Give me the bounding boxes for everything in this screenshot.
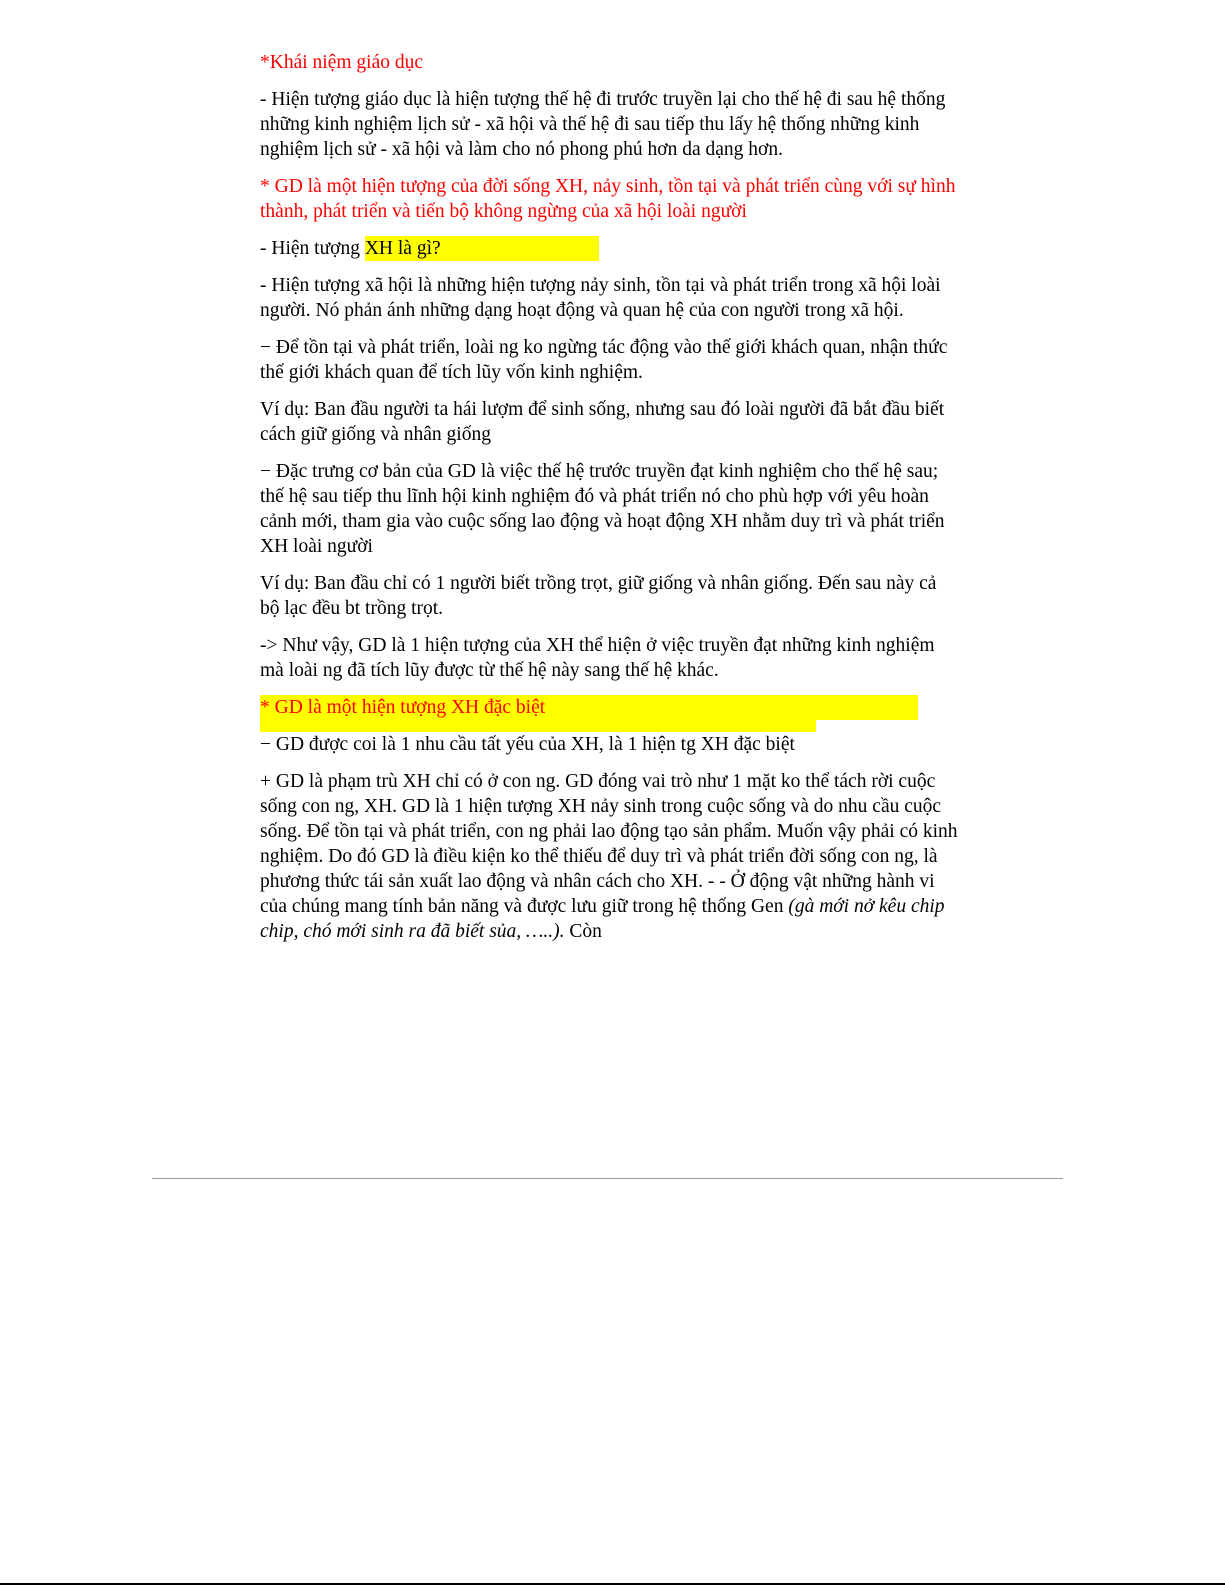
question-line bbox=[260, 236, 960, 261]
paragraph-category-italic: (gà mới nở kêu chip chip, chó mới sinh ra đã biết sủa, …..). bbox=[260, 896, 945, 942]
paragraph-category-tail: Còn bbox=[564, 921, 602, 942]
document-body bbox=[260, 50, 960, 956]
paragraph-example-2: Ví dụ: Ban đầu chỉ có 1 người biết trồng trọt, giữ giống và nhân giống. Đến sau này cả bộ lạc đều bt trồng trọt. bbox=[260, 573, 937, 619]
paragraph-category bbox=[260, 769, 960, 944]
red-statement-2 bbox=[260, 695, 960, 720]
red-statement-1: * GD là một hiện tượng của đời sống XH, nảy sinh, tồn tại và phát triển cùng với sự hình thành, phát triển và tiến bộ không ngừng của xã hội loài người bbox=[260, 176, 956, 222]
paragraph-example-1: Ví dụ: Ban đầu người ta hái lượm để sinh sống, nhưng sau đó loài người đã bắt đầu biết cách giữ giống và nhân giống bbox=[260, 399, 945, 445]
paragraph-characteristic: − Đặc trưng cơ bản của GD là việc thế hệ trước truyền đạt kinh nghiệm cho thế hệ sau; thế hệ sau tiếp thu lĩnh hội kinh nghiệm đó và phát triển nó cho phù hợp với yêu hoàn cảnh mới, tham gia vào cuộc sống lao động và hoạt động XH nhằm duy trì và phát triển XH loài người bbox=[260, 461, 945, 557]
question-prefix: - Hiện tượng bbox=[260, 238, 365, 259]
paragraph-definition: - Hiện tượng giáo dục là hiện tượng thế hệ đi trước truyền lại cho thế hệ đi sau hệ thống những kinh nghiệm lịch sử - xã hội và thế hệ đi sau tiếp thu lấy hệ thống những kinh nghiệm lịch sử - xã hội và làm cho nó phong phú hơn da dạng hơn. bbox=[260, 89, 946, 160]
paragraph-social-phenomenon: - Hiện tượng xã hội là những hiện tượng nảy sinh, tồn tại và phát triển trong xã hội loài người. Nó phản ánh những dạng hoạt động và quan hệ của con người trong xã hội. bbox=[260, 275, 941, 321]
paragraph-category-main: + GD là phạm trù XH chỉ có ở con ng. GD đóng vai trò như 1 mặt ko thể tách rời cuộc sống con ng, XH. GD là 1 hiện tượng XH nảy sinh trong cuộc sống và do nhu cầu cuộc sống. Để tồn tại và phát triển, con ng phải lao động tạo sản phẩm. Muốn vậy phải có kinh nghiệm. Do đó GD là điều kiện ko thể thiếu để duy trì và phát triển đời sống con ng, là phương thức tái sản xuất lao động và nhân cách cho XH. - - Ở động vật những hành vi của chúng mang tính bản năng và được lưu giữ trong hệ thống Gen bbox=[260, 771, 958, 917]
question-highlight: XH là gì? bbox=[365, 236, 599, 261]
page-divider bbox=[152, 1178, 1063, 1179]
paragraph-survival: − Để tồn tại và phát triển, loài ng ko ngừng tác động vào thế giới khách quan, nhận thức thế giới khách quan để tích lũy vốn kinh nghiệm. bbox=[260, 337, 948, 383]
paragraph-need: − GD được coi là 1 nhu cầu tất yếu của XH, là 1 hiện tg XH đặc biệt bbox=[260, 734, 795, 755]
highlight-strip bbox=[260, 720, 816, 732]
red-statement-2-text: * GD là một hiện tượng XH đặc biệt bbox=[260, 695, 918, 720]
paragraph-conclusion: -> Như vậy, GD là 1 hiện tượng của XH thể hiện ở việc truyền đạt những kinh nghiệm mà loài ng đã tích lũy được từ thế hệ này sang thế hệ khác. bbox=[260, 635, 935, 681]
section-heading: *Khái niệm giáo dục bbox=[260, 52, 423, 73]
